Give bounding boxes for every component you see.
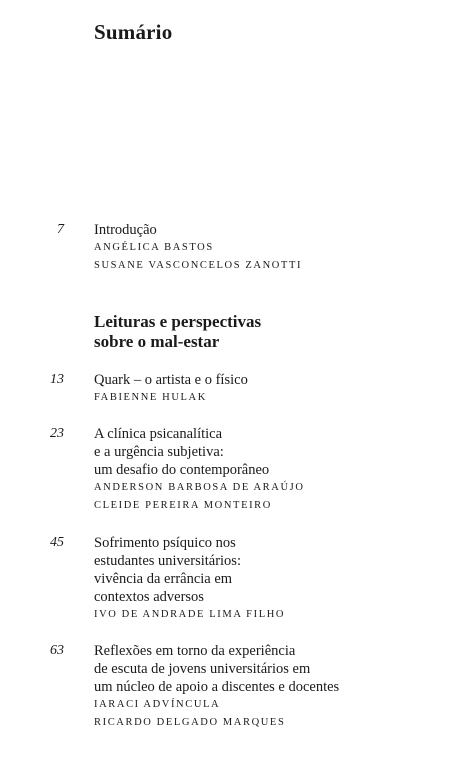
entry-title: Reflexões em torno da experiência	[94, 643, 296, 659]
entry-title: contextos adversos	[94, 589, 204, 605]
entry-title: Quark – o artista e o físico	[94, 372, 248, 388]
entry-title: Introdução	[94, 222, 157, 238]
section-heading-line: Leituras e perspectivas	[94, 312, 262, 331]
entry-author: IVO DE ANDRADE LIMA FILHO	[94, 609, 286, 620]
page-number: 45	[50, 535, 64, 550]
entry-author: RICARDO DELGADO MARQUES	[94, 717, 286, 728]
entry-title: e a urgência subjetiva:	[94, 444, 224, 460]
entry-author: CLEIDE PEREIRA MONTEIRO	[94, 500, 272, 511]
entry-title: A clínica psicanalítica	[94, 426, 223, 442]
entry-author: IARACI ADVÍNCULA	[94, 699, 221, 710]
entry-title: de escuta de jovens universitários em	[94, 661, 311, 677]
page-number: 63	[50, 643, 64, 658]
entry-title: um desafio do contemporâneo	[94, 462, 270, 478]
entry-author: ANGÉLICA BASTOS	[94, 242, 214, 253]
page-number: 7	[57, 222, 64, 237]
entry-title: estudantes universitários:	[94, 553, 241, 569]
entry-author: FABIENNE HULAK	[94, 392, 207, 403]
page-title: Sumário	[94, 20, 173, 44]
section-heading	[94, 312, 261, 352]
entry-title: vivência da errância em	[94, 571, 233, 587]
entry-author: SUSANE VASCONCELOS ZANOTTI	[94, 260, 303, 271]
entry-author: ANDERSON BARBOSA DE ARAÚJO	[94, 482, 305, 493]
page-number: 23	[50, 426, 64, 441]
entry-title: Sofrimento psíquico nos	[94, 535, 236, 551]
section-heading-line: sobre o mal-estar	[94, 332, 220, 351]
page-number: 13	[50, 372, 64, 387]
entry-title: um núcleo de apoio a discentes e docentes	[94, 679, 340, 695]
